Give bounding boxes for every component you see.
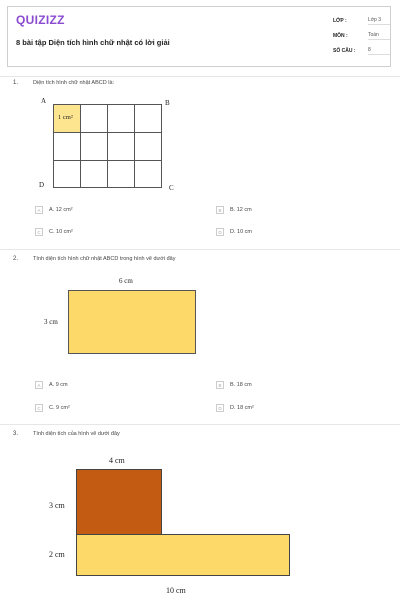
height-label: 3 cm [44,318,58,326]
subject-label: MÔN : [333,33,348,39]
grid-cell [134,132,162,161]
option-key-badge: A [35,381,43,389]
option-text: C. 10 cm² [49,229,73,235]
worksheet-title: 8 bài tập Diện tích hình chữ nhật có lời giải [16,38,170,47]
question-2-option-b[interactable] [216,381,252,389]
question-2-text: Tính diện tích hình chữ nhật ABCD trong hình vẽ dưới đây [33,256,176,262]
question-count-value: 8 [368,47,390,55]
question-1-option-b[interactable] [216,206,252,214]
option-key-badge: D [216,404,224,412]
grid-cell [53,132,81,161]
grid-cell [53,160,81,188]
grid-cell [107,132,135,161]
option-key-badge: A [35,206,43,214]
option-key-badge: C [35,228,43,236]
top-width-label: 4 cm [109,456,125,465]
question-2-option-a[interactable] [35,381,68,389]
grid-cell [80,132,108,161]
question-3-number: 3. [13,431,19,437]
question-2-option-c[interactable] [35,404,70,412]
vertex-d-label: D [39,181,45,189]
worksheet-header [7,6,391,67]
unit-square-label: 1 cm² [58,114,73,121]
divider [0,249,400,250]
option-text: D. 18 cm² [230,405,254,411]
grid-cell [134,104,162,133]
vertex-b-label: B [165,99,170,107]
option-text: A. 9 cm [49,382,68,388]
option-text: B. 12 cm [230,207,252,213]
divider [0,424,400,425]
vertex-a-label: A [41,97,47,105]
question-2-number: 2. [13,256,19,262]
option-key-badge: C [35,404,43,412]
unit-square-cell [53,104,81,133]
question-1-option-c[interactable] [35,228,73,236]
question-1-text: Diện tích hình chữ nhật ABCD là: [33,80,115,86]
bottom-rectangle-shape [76,534,290,576]
option-text: C. 9 cm² [49,405,70,411]
rectangle-shape [68,290,196,354]
grid-cell [107,160,135,188]
option-text: A. 12 cm² [49,207,73,213]
question-count-label: SỐ CÂU : [333,48,356,54]
question-2-option-d[interactable] [216,404,254,412]
grid-cell [80,160,108,188]
grid-cell [80,104,108,133]
grade-value: Lớp 3 [368,17,390,25]
grade-label: LỚP : [333,18,347,24]
divider [0,76,400,77]
subject-value: Toán [368,32,390,40]
bottom-height-label: 2 cm [49,550,65,559]
option-key-badge: D [216,228,224,236]
grid-cell [134,160,162,188]
quizizz-logo: QUIZIZZ [16,13,65,27]
question-3-text: Tính diện tích của hình vẽ dưới đây [33,431,120,437]
option-text: B. 18 cm [230,382,252,388]
option-key-badge: B [216,381,224,389]
vertex-c-label: C [169,184,174,192]
question-1-option-d[interactable] [216,228,252,236]
question-1-option-a[interactable] [35,206,73,214]
option-key-badge: B [216,206,224,214]
width-label: 6 cm [119,277,133,285]
bottom-width-label: 10 cm [166,586,186,595]
option-text: D. 10 cm [230,229,253,235]
top-height-label: 3 cm [49,501,65,510]
question-1-number: 1. [13,80,19,86]
grid-cell [107,104,135,133]
top-rectangle-shape [76,469,162,535]
